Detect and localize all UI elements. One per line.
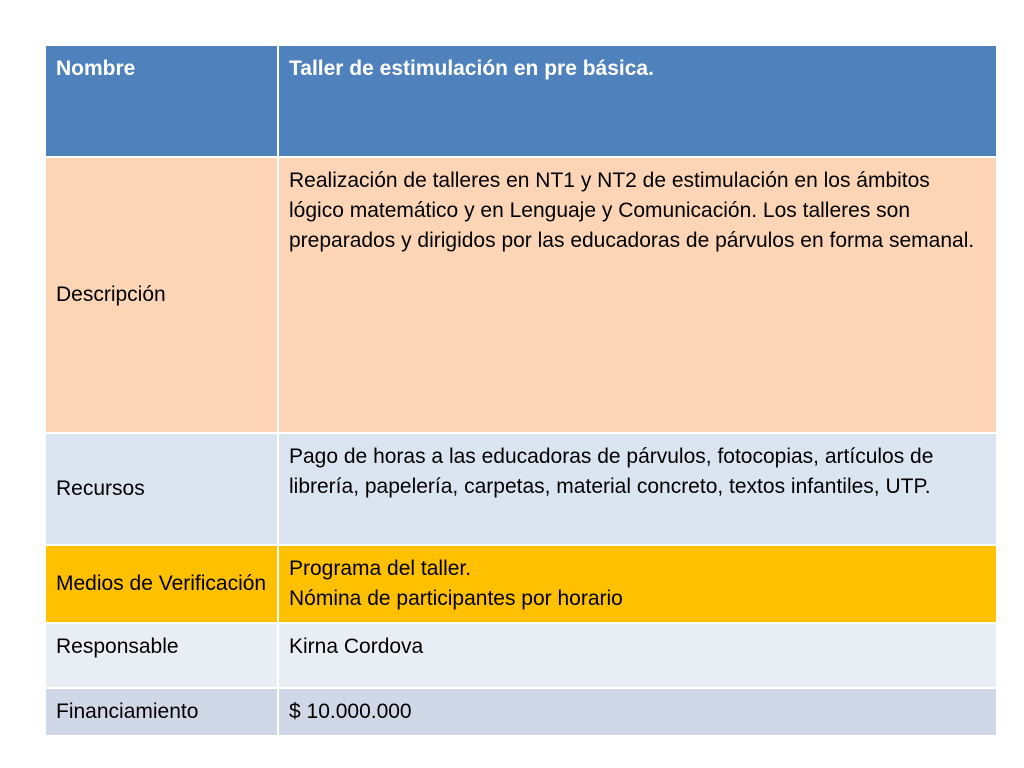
table-row-medios-de-verificacion: [45, 545, 997, 623]
verification-line: Nómina de participantes por horario: [289, 587, 623, 610]
row-value-nombre: Taller de estimulación en pre básica.: [278, 45, 997, 157]
row-label-recursos: Recursos: [45, 433, 278, 545]
row-label-responsable: Responsable: [45, 623, 278, 688]
row-value-recursos: Pago de horas a las educadoras de párvulos, fotocopias, artículos de librería, papelería, carpetas, material concreto, textos infantiles, UTP.: [278, 433, 997, 545]
table-row-financiamiento: [45, 688, 997, 736]
row-value-financiamiento: $ 10.000.000: [278, 688, 997, 736]
row-value-medios-de-verificacion: [278, 545, 997, 623]
row-value-responsable: Kirna Cordova: [278, 623, 997, 688]
verification-line: Programa del taller.: [289, 557, 472, 580]
row-value-descripcion: Realización de talleres en NT1 y NT2 de estimulación en los ámbitos lógico matemático y en Lenguaje y Comunicación. Los talleres son preparados y dirigidos por las educadoras de párvulos en forma semanal.: [278, 157, 997, 433]
project-info-table: [44, 44, 998, 737]
row-label-financiamiento: Financiamiento: [45, 688, 278, 736]
row-label-nombre: Nombre: [45, 45, 278, 157]
table-row-nombre: [45, 45, 997, 157]
table-row-recursos: [45, 433, 997, 545]
table-row-descripcion: [45, 157, 997, 433]
row-label-medios-de-verificacion: Medios de Verificación: [45, 545, 278, 623]
table-row-responsable: [45, 623, 997, 688]
row-label-descripcion: Descripción: [45, 157, 278, 433]
